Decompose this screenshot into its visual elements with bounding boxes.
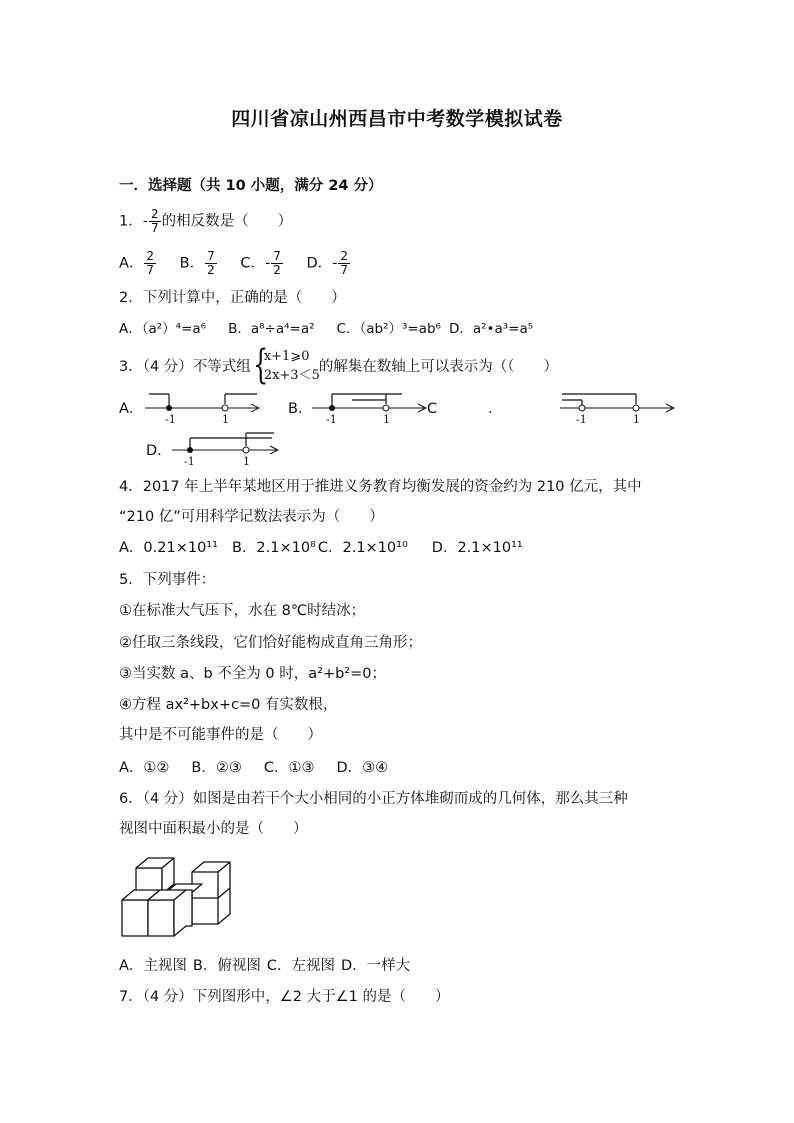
option-fraction [205, 250, 217, 277]
inequality-1: x+1⩾0 [263, 349, 310, 364]
option-sign: - [332, 255, 338, 272]
question-3 [119, 342, 559, 388]
option-num: 2 [146, 249, 155, 263]
q1-stem: 的相反数是（ ） [161, 213, 293, 230]
q6-option-c: C．左视图 [266, 958, 335, 974]
tick-label: -1 [576, 413, 587, 426]
tick-label: -1 [326, 413, 337, 426]
option-fraction [271, 250, 283, 277]
tick-label: 1 [633, 413, 640, 426]
option-den: 2 [207, 263, 215, 277]
number-line-d [172, 430, 282, 468]
brace-icon: { [252, 342, 269, 388]
q5-option-c: C．①③ [263, 760, 315, 776]
option-label: B． [179, 255, 205, 272]
q2-option-c: C．（ab²）³=ab⁶ [336, 321, 441, 337]
number-line-c [560, 390, 680, 426]
q4-option-b: B．2.1×10⁸ [231, 540, 316, 556]
tick-label: 1 [222, 413, 229, 426]
number-line-b [312, 390, 432, 426]
q3-label-c-dot: ． [488, 401, 503, 417]
question-6-line-2: 视图中面积最小的是（ ） [119, 821, 308, 837]
q5-option-a: A．①② [119, 760, 170, 776]
q5-option-d: D．③④ [336, 760, 389, 776]
inequality-system [252, 342, 320, 388]
option-label: C． [240, 255, 265, 272]
q1-option-c [240, 250, 284, 277]
q6-option-a: A．主视图 [119, 958, 187, 974]
q1-option-d [306, 250, 351, 277]
question-7-stem: 7．（4 分）下列图形中，∠2 大于∠1 的是（ ） [119, 989, 450, 1005]
q4-option-a: A．0.21×10¹¹ [119, 540, 218, 556]
question-1 [119, 208, 292, 235]
q3-label-b: B． [288, 401, 313, 417]
option-den: 7 [340, 263, 349, 277]
q2-option-d: D．a²•a³=a⁵ [448, 321, 534, 337]
q1-num: 2 [150, 207, 159, 221]
option-den: 2 [273, 263, 281, 277]
q3-prefix: 3．（4 分）不等式组 [119, 359, 251, 375]
q5-option-b: B．②③ [191, 760, 242, 776]
q2-options [119, 318, 551, 340]
q1-den: 7 [150, 221, 159, 235]
q4-option-d: D．2.1×10¹¹ [431, 540, 523, 556]
section-heading: 一．选择题（共 10 小题，满分 24 分） [119, 178, 383, 194]
q6-option-d: D．一样大 [341, 958, 411, 974]
option-label: A． [119, 255, 144, 272]
q4-option-c: C．2.1×10¹⁰ [317, 540, 408, 556]
tick-label: -1 [184, 455, 195, 468]
page-title: 四川省凉山州西昌市中考数学模拟试卷 [231, 108, 563, 130]
question-2-stem: 2．下列计算中，正确的是（ ） [119, 290, 346, 306]
q6-options [119, 955, 428, 977]
q4-options [119, 537, 541, 559]
q5-event-3: ③当实数 a、b 不全为 0 时，a²+b²=0； [119, 666, 386, 682]
q5-options [119, 757, 406, 779]
number-line-a [145, 390, 265, 426]
option-fraction [144, 250, 156, 277]
q5-event-1: ①在标准大气压下，水在 8℃时结冰； [119, 603, 366, 619]
question-5-stem: 5．下列事件： [119, 572, 216, 588]
cube-stack-figure [120, 854, 240, 940]
q1-fraction [149, 208, 161, 235]
tick-label: 1 [243, 455, 250, 468]
q3-label-d: D． [146, 443, 172, 459]
tick-label: -1 [165, 413, 176, 426]
option-den: 7 [146, 263, 155, 277]
question-6-line-1: 6．（4 分）如图是由若干个大小相同的小正方体堆砌而成的几何体，那么其三种 [119, 791, 628, 807]
tick-label: 1 [383, 413, 390, 426]
q5-event-2: ②任取三条线段，它们恰好能构成直角三角形； [119, 635, 422, 651]
q3-label-c: C [427, 401, 438, 417]
option-sign: - [265, 255, 271, 272]
option-num: 7 [207, 249, 215, 263]
q5-question: 其中是不可能事件的是（ ） [119, 727, 322, 743]
q1-option-b [180, 250, 218, 277]
question-4-line-2: “210 亿”可用科学记数法表示为（ ） [119, 509, 384, 525]
option-num: 7 [273, 249, 281, 263]
q5-event-4: ④方程 ax²+bx+c=0 有实数根， [119, 697, 338, 713]
option-fraction [338, 250, 350, 277]
q6-option-b: B．俯视图 [192, 958, 261, 974]
question-4-line-1: 4．2017 年上半年某地区用于推进义务教育均衡发展的资金约为 210 亿元，其中 [119, 479, 642, 495]
q1-option-a [119, 250, 157, 277]
q1-sign: - [142, 213, 148, 230]
q2-option-a: A．（a²）⁴=a⁶ [119, 321, 207, 337]
q3-label-a: A． [119, 401, 144, 417]
q1-prefix: 1． [119, 213, 143, 230]
q1-options [119, 250, 369, 277]
option-label: D． [306, 255, 333, 272]
q2-option-b: B．a⁸÷a⁴=a² [228, 321, 315, 337]
q3-suffix: 的解集在数轴上可以表示为（（ ） [318, 359, 559, 375]
option-num: 2 [340, 249, 349, 263]
inequality-2: 2x+3＜5 [263, 368, 320, 383]
